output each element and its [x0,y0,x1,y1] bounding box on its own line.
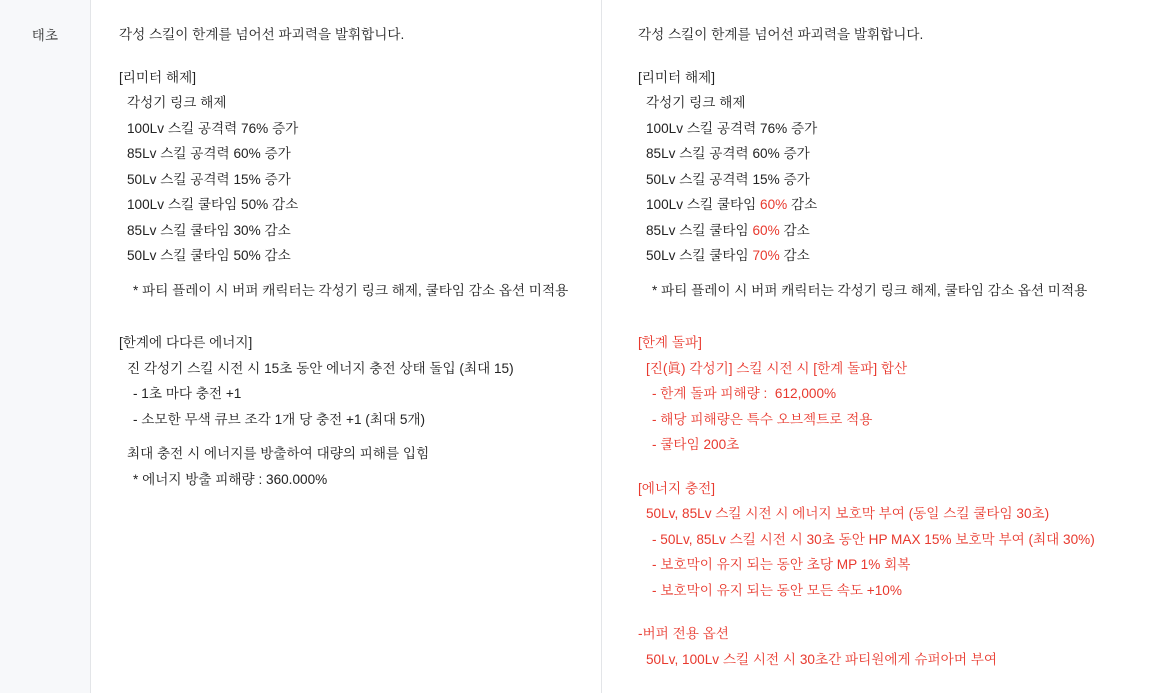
after-breakthrough-line: - 쿨타임 200초 [652,437,740,452]
after-intro: 각성 스킬이 한계를 넘어선 파괴력을 발휘합니다. [638,27,924,42]
spacer [638,48,1154,65]
before-energy-title: [한계에 다다른 에너지] [119,335,253,350]
line-pre: 50Lv 스킬 공격력 15% 증가 [646,171,810,187]
spacer [638,269,1154,278]
after-limiter-line [638,218,1154,244]
after-limiter-note: * 파티 플레이 시 버퍼 캐릭터는 각성기 링크 해제, 쿨타임 감소 옵션 미적용 [652,282,1088,298]
before-energy-line: - 소모한 무색 큐브 조각 1개 당 충전 +1 (최대 5개) [133,411,426,427]
before-energy-section [119,330,583,492]
after-breakthrough-line: - 해당 피해량은 특수 오브젝트로 적용 [652,411,873,427]
line-pre: 각성기 링크 해제 [646,95,746,110]
after-energy-line: - 50Lv, 85Lv 스킬 시전 시 30초 동안 HP MAX 15% 보호막 부여 (최대 30%) [652,531,1095,547]
after-limiter-line [638,243,1154,269]
spacer [119,321,583,330]
line-highlight: 70% [752,248,780,263]
after-breakthrough-line: - 한계 돌파 피해량 : 612,000% [652,386,837,401]
line-pre: 85Lv 스킬 공격력 60% 증가 [646,146,810,161]
after-energy-title: [에너지 충전] [638,480,715,496]
after-energy-line: 50Lv, 85Lv 스킬 시전 시 에너지 보호막 부여 (동일 스킬 쿨타임 30초) [646,506,1050,521]
after-breakthrough-section [638,330,1154,458]
line-pre: 100Lv 스킬 쿨타임 [646,197,761,212]
after-buffer-section [638,621,1154,672]
before-limiter-line: 100Lv 스킬 공격력 76% 증가 [127,120,299,136]
row-label-text: 태초 [31,28,59,43]
spacer [119,269,583,278]
before-limiter-line: 85Lv 스킬 쿨타임 30% 감소 [127,222,291,238]
line-post: 감소 [779,248,810,263]
after-energy-line: - 보호막이 유지 되는 동안 모든 속도 +10% [652,582,902,598]
before-limiter-section [119,65,583,304]
after-energy-line: - 보호막이 유지 되는 동안 초당 MP 1% 회복 [652,557,911,572]
before-limiter-line: 50Lv 스킬 쿨타임 50% 감소 [127,248,291,263]
line-post: 감소 [787,197,818,212]
before-intro: 각성 스킬이 한계를 넘어선 파괴력을 발휘합니다. [119,27,405,42]
line-pre: 100Lv 스킬 공격력 76% 증가 [646,120,818,136]
after-energy-section [638,476,1154,604]
line-post: 감소 [779,222,810,238]
before-energy-tail: * 에너지 방출 피해량 : 360.000% [133,471,328,487]
spacer [119,432,583,441]
before-limiter-line: 85Lv 스킬 공격력 60% 증가 [127,146,291,161]
after-limiter-line [638,167,1154,193]
before-limiter-line: 100Lv 스킬 쿨타임 50% 감소 [127,197,299,212]
after-limiter-section [638,65,1154,304]
before-energy-line: 진 각성기 스킬 시전 시 15초 동안 에너지 충전 상태 돌입 (최대 15) [127,360,514,376]
before-limiter-line: 50Lv 스킬 공격력 15% 증가 [127,171,291,187]
after-breakthrough-title: [한계 돌파] [638,335,702,350]
line-pre: 85Lv 스킬 쿨타임 [646,222,753,238]
spacer [638,321,1154,330]
spacer [119,48,583,65]
before-column [91,0,602,693]
before-limiter-note: * 파티 플레이 시 버퍼 캐릭터는 각성기 링크 해제, 쿨타임 감소 옵션 미적용 [133,282,569,298]
after-breakthrough-line: [진(眞) 각성기] 스킬 시전 시 [한계 돌파] 합산 [646,360,908,376]
after-limiter-line [638,192,1154,218]
before-limiter-line: 각성기 링크 해제 [127,95,227,110]
line-highlight: 60% [752,222,780,238]
after-limiter-line [638,116,1154,142]
before-energy-line: - 1초 마다 충전 +1 [133,386,242,401]
line-pre: 50Lv 스킬 쿨타임 [646,248,753,263]
before-limiter-title: [리미터 해제] [119,69,196,85]
row-label-cell [0,0,91,693]
line-highlight: 60% [760,197,788,212]
after-buffer-title: -버퍼 전용 옵션 [638,626,729,641]
after-limiter-line [638,90,1154,116]
after-limiter-title: [리미터 해제] [638,69,715,85]
after-buffer-line: 50Lv, 100Lv 스킬 시전 시 30초간 파티원에게 슈퍼아머 부여 [646,651,997,667]
after-limiter-line [638,141,1154,167]
after-column [602,0,1172,693]
before-energy-tail: 최대 충전 시 에너지를 방출하여 대량의 피해를 입힘 [127,446,430,461]
